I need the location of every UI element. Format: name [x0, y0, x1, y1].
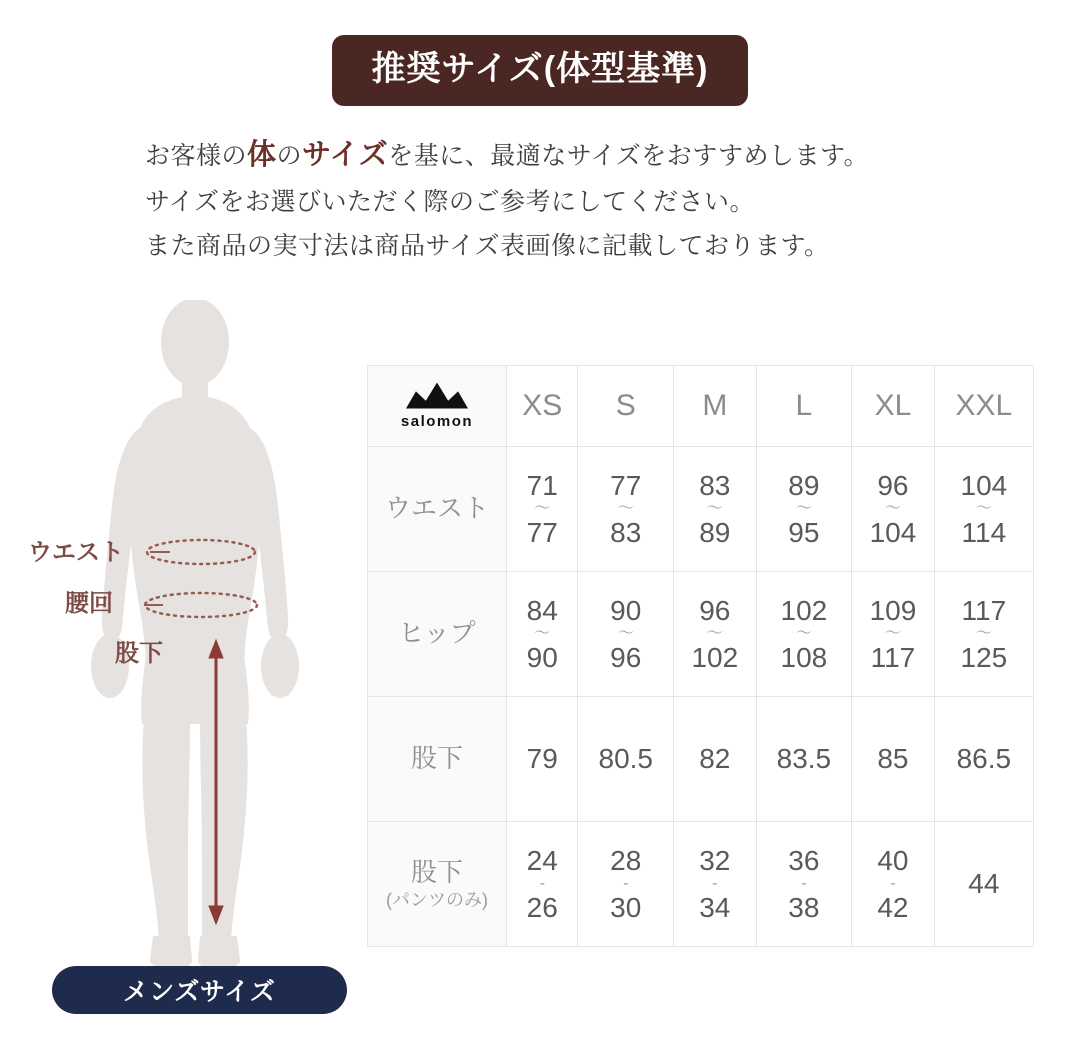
size-range-max: 114: [961, 516, 1007, 548]
size-value-cell: [507, 822, 578, 947]
size-value: 85: [877, 743, 909, 774]
size-range-separator: 〜: [534, 625, 551, 643]
size-range-min: 40: [877, 844, 909, 876]
size-range-max: 96: [610, 641, 642, 673]
brand-wordmark: salomon: [400, 412, 474, 430]
size-range-min: 96: [877, 469, 909, 501]
size-value: 80.5: [598, 743, 653, 774]
intro-highlight-body: 体: [247, 139, 277, 171]
measurement-label-main: 股下: [410, 856, 463, 887]
size-range-min: 24: [526, 844, 558, 876]
intro-line-1: [145, 130, 1025, 181]
size-table-row: [368, 572, 1034, 697]
size-value-cell: [852, 447, 935, 572]
size-range-separator: -: [890, 875, 896, 893]
size-range-max: 95: [788, 516, 820, 548]
size-range-separator: 〜: [975, 500, 992, 518]
size-range: [758, 845, 851, 924]
body-silhouette-icon: [20, 300, 370, 980]
size-value-cell: [934, 822, 1033, 947]
size-value: 82: [699, 743, 731, 774]
size-range-separator: 〜: [795, 500, 812, 518]
size-range: [936, 595, 1032, 674]
size-range-min: 102: [780, 594, 828, 626]
intro-text: [145, 130, 1025, 268]
size-value-cell: [674, 572, 757, 697]
size-value-cell: [578, 572, 674, 697]
salomon-logo: [369, 383, 505, 430]
size-column-header: S: [578, 366, 674, 447]
size-range: [758, 470, 851, 549]
size-value-cell: [674, 447, 757, 572]
body-figure: [20, 300, 370, 1020]
size-range-min: 84: [526, 594, 558, 626]
size-range: [853, 470, 933, 549]
size-value-cell: [852, 822, 935, 947]
measurement-label-main: ウエスト: [384, 493, 489, 524]
size-range-max: 104: [869, 516, 917, 548]
size-range-min: 104: [960, 469, 1008, 501]
intro-line-1-part-a: お客様の: [145, 142, 248, 170]
measurement-label: [368, 697, 507, 822]
size-range-max: 117: [870, 641, 916, 673]
size-value-cell: [756, 572, 852, 697]
size-range-min: 89: [788, 469, 820, 501]
size-range-min: 117: [961, 594, 1007, 626]
size-range-max: 102: [691, 641, 739, 673]
page-title: 推奨サイズ(体型基準): [332, 35, 749, 106]
size-value-cell: [934, 447, 1033, 572]
size-range: [853, 845, 933, 924]
size-range-max: 108: [780, 641, 828, 673]
size-value-cell: [852, 572, 935, 697]
size-value-cell: [507, 697, 578, 822]
size-column-header: XL: [852, 366, 935, 447]
size-range: [579, 845, 672, 924]
size-range-separator: -: [801, 875, 807, 893]
size-value-cell: [674, 697, 757, 822]
size-range-separator: 〜: [617, 500, 634, 518]
size-range-separator: -: [623, 875, 629, 893]
size-range-min: 36: [788, 844, 820, 876]
size-range: [579, 470, 672, 549]
size-value-cell: [507, 572, 578, 697]
size-value-cell: [674, 822, 757, 947]
size-value-cell: [578, 822, 674, 947]
size-range-separator: 〜: [617, 625, 634, 643]
size-value-cell: [756, 447, 852, 572]
size-range-min: 109: [869, 594, 917, 626]
mens-size-badge: メンズサイズ: [52, 966, 347, 1014]
size-value-cell: [507, 447, 578, 572]
size-column-header: XS: [507, 366, 578, 447]
brand-logo-cell: [368, 366, 507, 447]
size-range: [853, 595, 933, 674]
size-range-min: 90: [610, 594, 642, 626]
size-table-body: [368, 447, 1034, 947]
measurement-label-main: 股下: [410, 743, 463, 774]
size-range-min: 77: [610, 469, 642, 501]
size-range: [508, 595, 576, 674]
size-range: [758, 595, 851, 674]
size-column-header: L: [756, 366, 852, 447]
intro-line-3: また商品の実寸法は商品サイズ表画像に記載しております。: [145, 231, 830, 260]
size-range-max: 90: [526, 641, 558, 673]
size-range-min: 83: [699, 469, 731, 501]
inseam-label: 股下: [115, 640, 163, 667]
size-column-header: XXL: [934, 366, 1033, 447]
size-range: [675, 845, 755, 924]
size-table-row: [368, 697, 1034, 822]
size-table-row: [368, 822, 1034, 947]
size-range-separator: -: [539, 875, 545, 893]
size-range-separator: 〜: [706, 625, 723, 643]
size-range-separator: 〜: [975, 625, 992, 643]
size-range-min: 32: [699, 844, 731, 876]
size-range-min: 96: [699, 594, 731, 626]
waist-label: ウエスト: [28, 539, 124, 566]
size-range-max: 26: [526, 891, 558, 923]
measurement-label-main: ヒップ: [398, 618, 476, 649]
size-range-max: 125: [960, 641, 1008, 673]
size-value-cell: [756, 822, 852, 947]
size-value: 79: [526, 743, 558, 774]
size-range: [508, 470, 576, 549]
size-range-max: 34: [699, 891, 731, 923]
size-range-max: 83: [610, 516, 642, 548]
size-value-cell: [852, 697, 935, 822]
size-range: [675, 595, 755, 674]
size-table-row: [368, 447, 1034, 572]
size-range-separator: 〜: [795, 625, 812, 643]
size-value-cell: [934, 572, 1033, 697]
size-range: [936, 470, 1032, 549]
size-range-separator: 〜: [706, 500, 723, 518]
size-table: [367, 365, 1034, 947]
intro-line-1-part-b: の: [276, 142, 303, 170]
size-range-max: 42: [877, 891, 909, 923]
size-value: 44: [968, 868, 1000, 899]
mountain-icon: [406, 383, 468, 409]
hip-label: 腰回: [65, 590, 113, 617]
size-range: [675, 470, 755, 549]
measurement-label: [368, 447, 507, 572]
page-title-container: [0, 35, 1080, 106]
size-value-cell: [934, 697, 1033, 822]
size-range-max: 38: [788, 891, 820, 923]
size-range-max: 30: [610, 891, 642, 923]
size-value: 86.5: [956, 743, 1012, 774]
size-table-head: [368, 366, 1034, 447]
intro-line-2: サイズをお選びいただく際のご参考にしてください。: [145, 187, 756, 216]
size-range-max: 89: [699, 516, 731, 548]
size-range-separator: 〜: [534, 500, 551, 518]
size-range-min: 28: [610, 844, 642, 876]
size-value-cell: [578, 697, 674, 822]
size-value-cell: [578, 447, 674, 572]
measurement-label-sub: (パンツのみ): [386, 889, 488, 910]
size-range-separator: -: [712, 875, 718, 893]
size-value: 83.5: [776, 743, 832, 774]
size-column-header: M: [674, 366, 757, 447]
size-table-header-row: [368, 366, 1034, 447]
size-range: [508, 845, 576, 924]
measurement-label: [368, 572, 507, 697]
measurement-label: [368, 822, 507, 947]
size-range-separator: 〜: [884, 500, 901, 518]
size-value-cell: [756, 697, 852, 822]
size-range-min: 71: [526, 469, 558, 501]
size-range-separator: 〜: [884, 625, 901, 643]
intro-line-1-part-c: を基に、最適なサイズをおすすめします。: [388, 142, 869, 170]
size-range-max: 77: [526, 516, 558, 548]
intro-highlight-size: サイズ: [302, 139, 389, 171]
size-range: [579, 595, 672, 674]
